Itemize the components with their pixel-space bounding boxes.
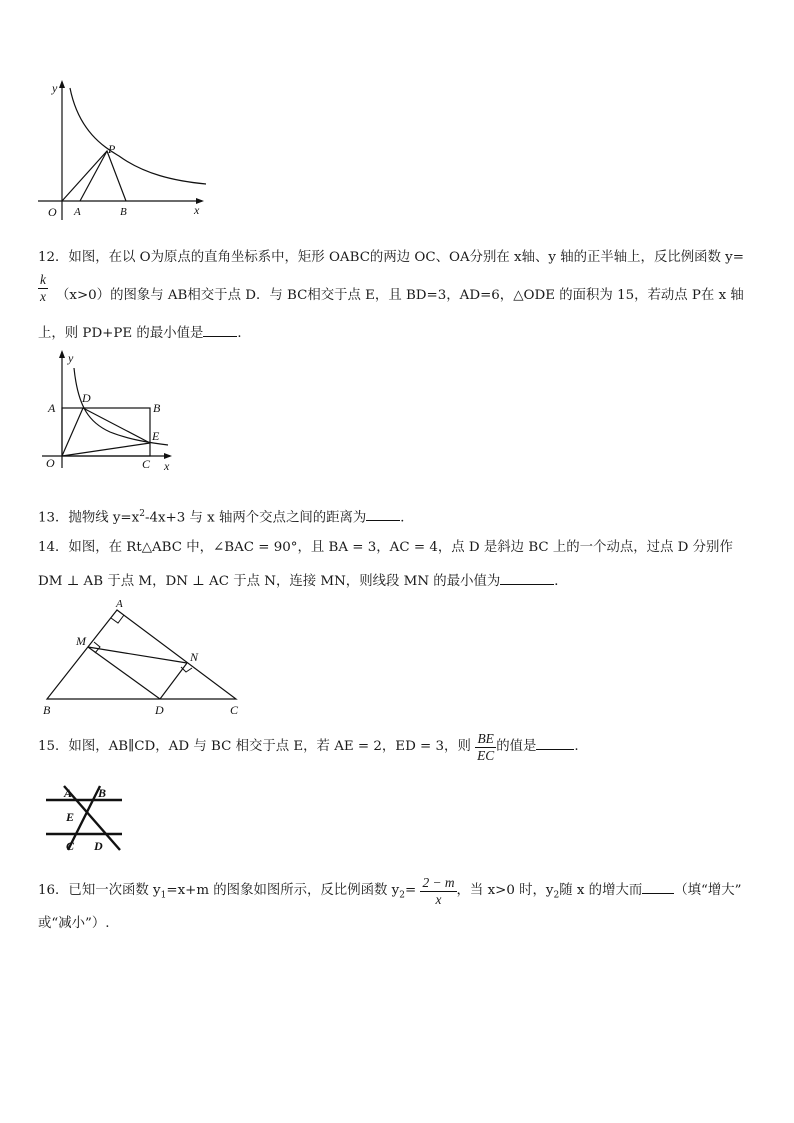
q12-answer-blank bbox=[203, 322, 237, 337]
q13-line bbox=[38, 504, 414, 528]
label-m: M bbox=[76, 634, 86, 648]
segment-de bbox=[83, 408, 150, 443]
q16-text-mid2: ，当 x>0 时，y bbox=[456, 883, 554, 898]
q14-line1: 14．如图，在 Rt△ABC 中，∠BAC = 90°，且 BA = 3，AC = 4，点 D 是斜边 BC 上的一个动点，过点 D 分别作 bbox=[38, 540, 733, 555]
label-a: A bbox=[48, 401, 56, 415]
q16-text-mid1: =x+m 的图象如图所示，反比例函数 y bbox=[166, 883, 400, 898]
label-c: C bbox=[142, 457, 151, 471]
q16-line2: 或“减小”）. bbox=[38, 916, 110, 931]
figure-parallel-lines bbox=[42, 782, 126, 854]
label-d: D bbox=[82, 391, 91, 405]
rectangle-oabc bbox=[62, 408, 150, 456]
y-axis-arrow bbox=[59, 350, 65, 358]
q16-sub1: 1 bbox=[160, 890, 167, 901]
q12-line1: 12．如图，在以 O为原点的直角坐标系中，矩形 OABC的两边 OC、OA分别在 x轴、y 轴的正半轴上，反比例函数 y= bbox=[38, 250, 744, 265]
y-axis-arrow bbox=[59, 80, 65, 88]
q12-line3-text: 上，则 PD+PE 的最小值是 bbox=[38, 326, 204, 341]
q14-answer-blank bbox=[500, 570, 554, 585]
label-d: D bbox=[94, 839, 103, 853]
q12-frac-den: x bbox=[40, 289, 46, 304]
label-b: B bbox=[98, 786, 107, 800]
q16-answer-blank bbox=[642, 879, 674, 894]
label-a: A bbox=[74, 206, 81, 218]
q16-frac-den: x bbox=[435, 892, 442, 907]
figure-right-triangle-abc bbox=[40, 596, 250, 720]
q16-text-pre: 16．已知一次函数 y bbox=[38, 883, 161, 898]
figure-hyperbola-pab bbox=[34, 78, 210, 230]
label-x: x bbox=[194, 203, 200, 217]
label-a: A bbox=[116, 598, 123, 610]
q12-frac-num: k bbox=[40, 272, 46, 287]
label-d: D bbox=[155, 703, 164, 717]
label-o: O bbox=[46, 456, 55, 470]
right-angle-mark-a bbox=[111, 615, 124, 623]
segment-od bbox=[62, 408, 83, 456]
q12-line2: （x>0）的图象与 AB相交于点 D．与 BC相交于点 E，且 BD=3，AD=6，△ODE 的面积为 15，若动点 P在 x 轴 bbox=[56, 288, 744, 303]
q16-frac-num: 2 − m bbox=[422, 875, 455, 890]
label-e: E bbox=[66, 810, 75, 824]
q15-frac-num: BE bbox=[475, 731, 496, 748]
q13-text-end: ． bbox=[400, 510, 414, 526]
label-o: O bbox=[48, 205, 57, 219]
label-b: B bbox=[120, 206, 127, 218]
label-y: y bbox=[68, 351, 74, 365]
label-c: C bbox=[230, 703, 239, 717]
label-n: N bbox=[190, 650, 199, 664]
q16-eq: = bbox=[404, 883, 417, 898]
q15-frac-den: EC bbox=[477, 748, 495, 763]
figure-rectangle-oabc bbox=[40, 348, 182, 476]
q15-line bbox=[38, 731, 579, 764]
segment-oe bbox=[62, 443, 150, 456]
q16-line1 bbox=[38, 875, 742, 908]
q13-text-mid: -4x+3 与 x 轴两个交点之间的距离为 bbox=[144, 510, 367, 526]
q14-line2 bbox=[38, 570, 568, 592]
q12-line3 bbox=[38, 322, 251, 344]
q16-text-post: （填“增大” bbox=[674, 883, 742, 898]
q15-text-post: 的值是 bbox=[496, 739, 537, 754]
q16-sub3: 2 bbox=[553, 890, 560, 901]
q12-fraction-k-over-x bbox=[38, 272, 48, 305]
label-a: A bbox=[64, 786, 73, 800]
q15-answer-blank bbox=[536, 735, 574, 750]
label-b: B bbox=[153, 401, 161, 415]
label-p: P bbox=[108, 142, 116, 156]
segment-dm bbox=[88, 647, 160, 699]
label-b: B bbox=[43, 703, 51, 717]
label-y: y bbox=[52, 81, 58, 95]
q15-text-end: . bbox=[574, 739, 579, 754]
q14-line2-end: ． bbox=[554, 574, 568, 589]
q13-exponent: 2 bbox=[139, 509, 145, 519]
q12-line3-end: ． bbox=[237, 326, 251, 341]
label-x: x bbox=[164, 459, 170, 473]
q16-sub2: 2 bbox=[399, 890, 405, 901]
label-e: E bbox=[152, 429, 160, 443]
q16-text-mid3: 随 x 的增大而 bbox=[559, 883, 643, 898]
q13-answer-blank bbox=[366, 506, 400, 521]
segment-mn bbox=[88, 647, 187, 663]
label-c: C bbox=[66, 839, 75, 853]
q14-line2-text: DM ⊥ AB 于点 M，DN ⊥ AC 于点 N，连接 MN，则线段 MN 的最小值为 bbox=[38, 574, 501, 589]
q13-text-pre: 13．抛物线 y=x bbox=[38, 510, 140, 526]
q15-text-pre: 15．如图，AB∥CD，AD 与 BC 相交于点 E，若 AE = 2，ED = 3，则 bbox=[38, 739, 471, 754]
